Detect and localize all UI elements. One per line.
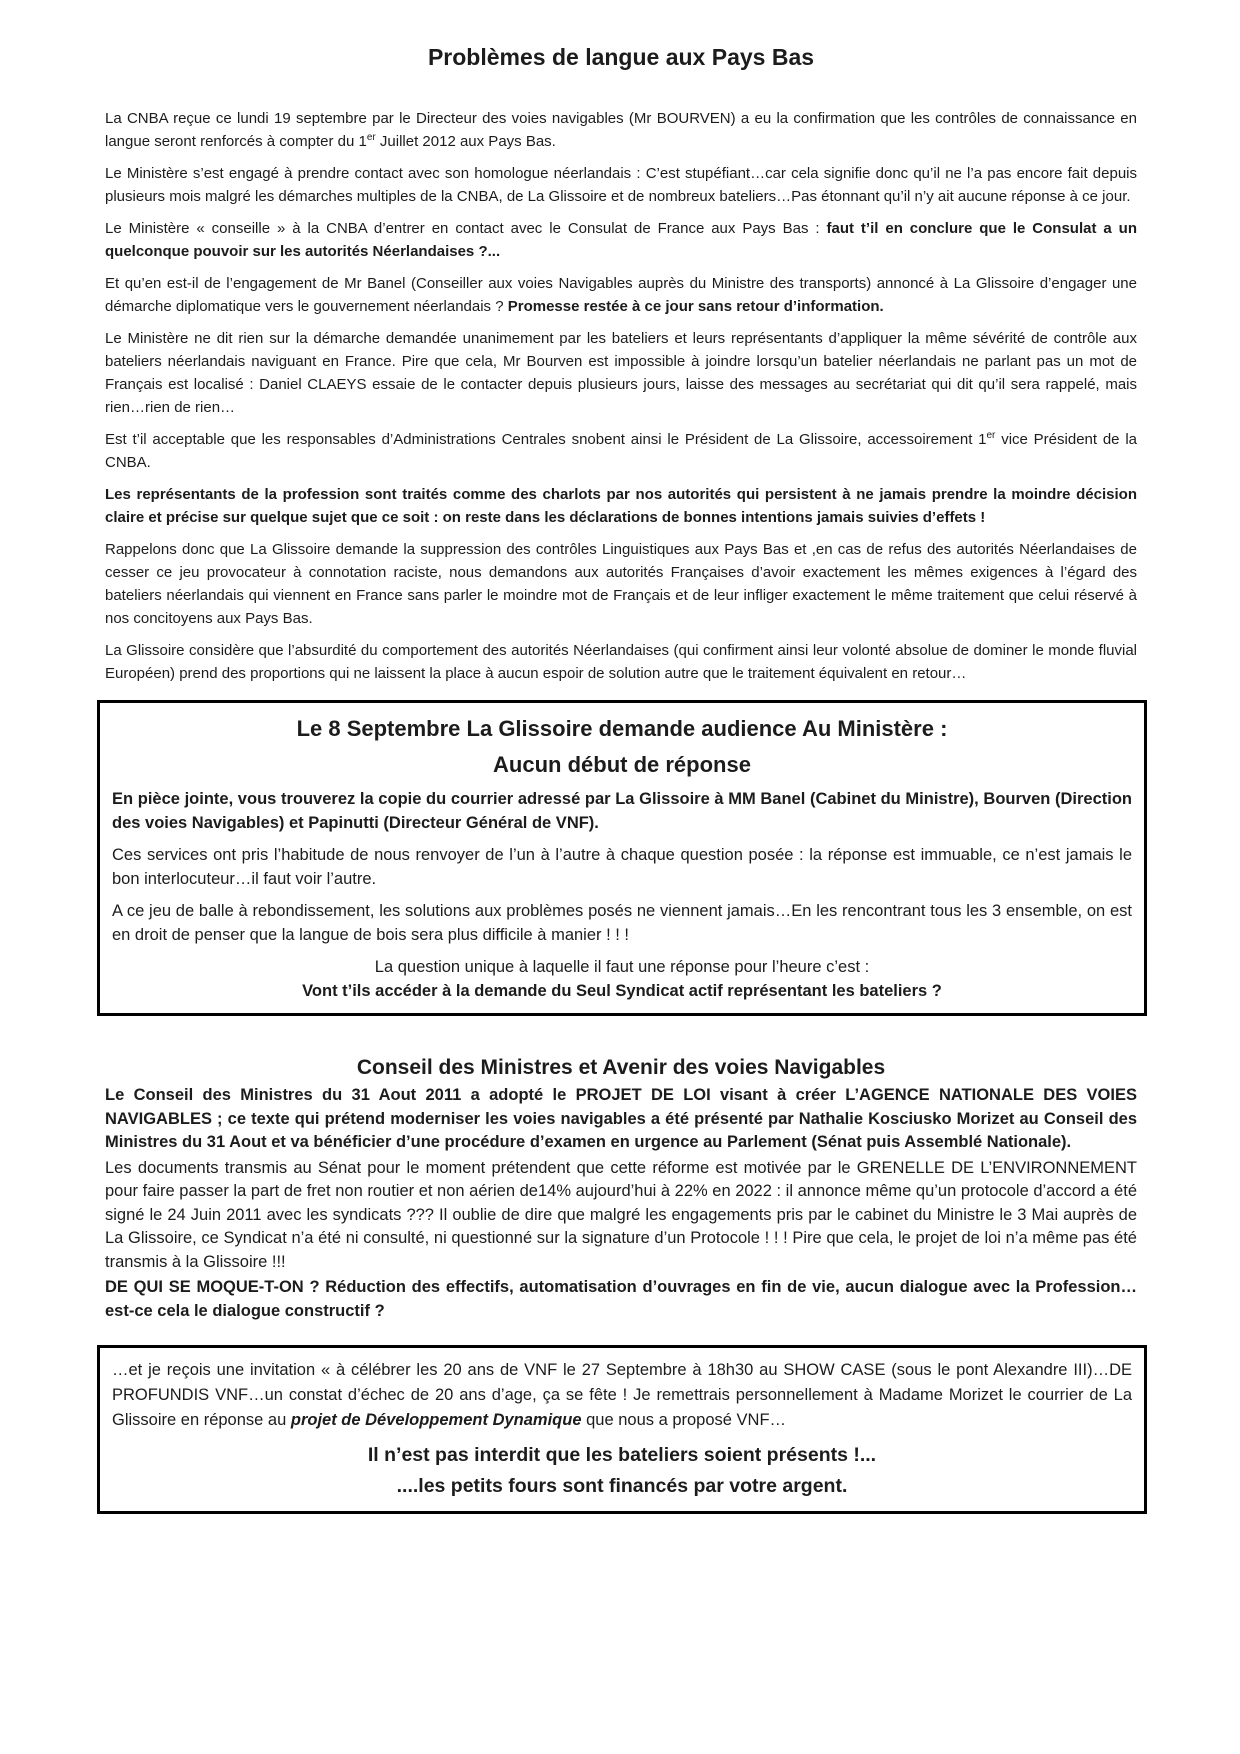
text-run: que nous a proposé VNF… bbox=[581, 1411, 787, 1429]
paragraph bbox=[105, 272, 1137, 318]
paragraph bbox=[105, 538, 1137, 630]
page-title: Problèmes de langue aux Pays Bas bbox=[427, 44, 815, 70]
text-run: La Glissoire considère que l’absurdité du comportement des autorités Néerlandaises (qui confirment ainsi leur volonté absolue de dominer le monde fluvial Européen) prend des proportions qui ne laissent la place à aucun espoir de solution autre que le traitement équivalent en retour… bbox=[105, 642, 1137, 682]
text-run: A ce jeu de balle à rebondissement, les solutions aux problèmes posés ne viennent jamais…En les rencontrant tous les 3 ensemble, on est en droit de penser que la langue de bois sera plus difficile à manier ! ! ! bbox=[112, 902, 1132, 944]
text-run: La CNBA reçue ce lundi 19 septembre par le Directeur des voies navigables (Mr BOURVEN) a eu la confirmation que les contrôles de connaissance en langue seront renforcés à compter du 1 bbox=[105, 110, 1137, 150]
text-run-bold: Le Conseil des Ministres du 31 Aout 2011 a adopté le PROJET DE LOI visant à créer L’AGENCE NATIONALE DES VOIES NAVIGABLES ; ce texte qui prétend moderniser les voies navigables a été présenté par Nathalie Kosciusko Morizet au Conseil des Ministres du 31 Aout et va bénéficier d’une procédure d’examen en urgence au Parlement (Sénat puis Assemblé Nationale). bbox=[105, 1086, 1137, 1151]
text-run-bold: Les représentants de la profession sont traités comme des charlots par nos autorités qui persistent à ne jamais prendre la moindre décision claire et précise sur quelque sujet que ce soit : on reste dans les déclarations de bonnes intentions jamais suivies d’effets ! bbox=[105, 486, 1137, 526]
paragraph bbox=[105, 428, 1137, 474]
section-heading: Conseil des Ministres et Avenir des voies Navigables bbox=[356, 1056, 886, 1079]
box-heading-line2: Aucun début de réponse bbox=[493, 752, 751, 777]
paragraph bbox=[112, 787, 1132, 835]
text-run-bold: En pièce jointe, vous trouverez la copie du courrier adressé par La Glissoire à MM Banel (Cabinet du Ministre), Bourven (Direction des voies Navigables) et Papinutti (Directeur Général de VNF). bbox=[112, 790, 1132, 832]
text-run-bold: DE QUI SE MOQUE-T-ON ? Réduction des effectifs, automatisation d’ouvrages en fin de vie, aucun dialogue avec la Profession…est-ce cela le dialogue constructif ? bbox=[105, 1278, 1137, 1320]
paragraph bbox=[105, 1084, 1137, 1155]
box-center-question: Vont t’ils accéder à la demande du Seul Syndicat actif représentant les bateliers ? bbox=[302, 982, 942, 1000]
paragraph bbox=[112, 1358, 1132, 1433]
box-heading-line1: Le 8 Septembre La Glissoire demande audience Au Ministère : bbox=[296, 716, 948, 741]
box-center-statement-2: ....les petits fours sont financés par votre argent. bbox=[396, 1475, 848, 1497]
text-run: Juillet 2012 aux Pays Bas. bbox=[375, 133, 556, 150]
text-run-bold: Promesse restée à ce jour sans retour d’information. bbox=[507, 298, 884, 315]
audience-request-box bbox=[97, 700, 1147, 1016]
paragraph bbox=[105, 217, 1137, 263]
superscript-ordinal: er bbox=[986, 430, 996, 441]
text-run: Le Ministère s’est engagé à prendre contact avec son homologue néerlandais : C’est stupéfiant…car cela signifie donc qu’il ne l’a pas encore fait depuis plusieurs mois malgré les démarches multiples de la CNBA, de La Glissoire et de nombreux bateliers…Pas étonnant qu’il n’y ait aucune réponse à ce jour. bbox=[105, 165, 1137, 205]
superscript-ordinal: er bbox=[366, 132, 376, 143]
box-center-statement-1: Il n’est pas interdit que les bateliers soient présents !... bbox=[367, 1444, 877, 1466]
council-of-ministers-section bbox=[105, 1056, 1137, 1323]
paragraph bbox=[112, 843, 1132, 891]
paragraph bbox=[105, 162, 1137, 208]
text-run-bold: faut t’il en conclure que le Consulat a un quelconque pouvoir sur les autorités Néerlandaises ?... bbox=[105, 220, 1137, 260]
box-center-question-intro: La question unique à laquelle il faut une réponse pour l’heure c’est : bbox=[374, 958, 870, 976]
text-run: vice Président de la CNBA. bbox=[105, 431, 1137, 471]
text-run: Les documents transmis au Sénat pour le moment prétendent que cette réforme est motivée par le GRENELLE DE L’ENVIRONNEMENT pour faire passer la part de fret non routier et non aérien de14% aujourd’hui à 22% en 2022 : il annonce même qu’un protocole d’accord a été signé le 24 Juin 2011 avec les syndicats ??? Il oublie de dire que malgré les engagements pris par le cabinet du Ministre le 3 Mai auprès de La Glissoire, ce Syndicat n’a été ni consulté, ni questionné sur la signature d’un Protocole ! ! ! Pire que cela, le projet de loi n’a même pas été transmis à la Glissoire !!! bbox=[105, 1158, 1137, 1271]
text-run: Est t’il acceptable que les responsables d’Administrations Centrales snobent ainsi le Président de La Glissoire, accessoirement 1 bbox=[105, 431, 987, 448]
text-run-bold-italic: projet de Développement Dynamique bbox=[290, 1411, 582, 1429]
paragraph bbox=[105, 639, 1137, 685]
text-run: Le Ministère ne dit rien sur la démarche demandée unanimement par les bateliers et leurs représentants d’appliquer la même sévérité de contrôle aux bateliers néerlandais naviguant en France. Pire que cela, Mr Bourven est impossible à joindre lorsqu’un batelier néerlandais ne parlant pas un mot de Français est localisé : Daniel CLAEYS essaie de le contacter depuis plusieurs jours, laisse des messages au secrétariat qui dit qu’il sera rappelé, mais rien…rien de rien… bbox=[105, 330, 1137, 416]
paragraph bbox=[105, 107, 1137, 153]
vnf-invitation-box bbox=[97, 1345, 1147, 1514]
text-run: Ces services ont pris l’habitude de nous renvoyer de l’un à l’autre à chaque question posée : la réponse est immuable, ce n’est jamais le bon interlocuteur…il faut voir l’autre. bbox=[112, 846, 1132, 888]
paragraph bbox=[112, 899, 1132, 947]
text-run: Le Ministère « conseille » à la CNBA d’entrer en contact avec le Consulat de France aux Pays Bas : bbox=[105, 220, 827, 237]
text-run: …et je reçois une invitation « à célébrer les 20 ans de VNF le 27 Septembre à 18h30 au SHOW CASE (sous le pont Alexandre III)…DE PROFUNDIS VNF…un constat d’échec de 20 ans d’age, ça se fête ! Je remettrais personnellement à Madame Morizet le courrier de La Glissoire en réponse au bbox=[112, 1361, 1132, 1429]
paragraph bbox=[105, 1157, 1137, 1275]
paragraph bbox=[105, 483, 1137, 529]
text-run: Et qu’en est-il de l’engagement de Mr Banel (Conseiller aux voies Navigables auprès du Ministre des transports) annoncé à La Glissoire d’engager une démarche diplomatique vers le gouvernement néerlandais ? bbox=[105, 275, 1137, 315]
paragraph bbox=[105, 1276, 1137, 1323]
paragraph bbox=[105, 327, 1137, 419]
text-run: Rappelons donc que La Glissoire demande la suppression des contrôles Linguistiques aux Pays Bas et ,en cas de refus des autorités Néerlandaises de cesser ce jeu provocateur à connotation raciste, nous demandons aux autorités Françaises d’avoir exactement les mêmes exigences à l’égard des bateliers néerlandais qui viennent en France sans parler le moindre mot de Français et de leur infliger exactement le même traitement que celui réservé à nos concitoyens aux Pays Bas. bbox=[105, 541, 1137, 627]
